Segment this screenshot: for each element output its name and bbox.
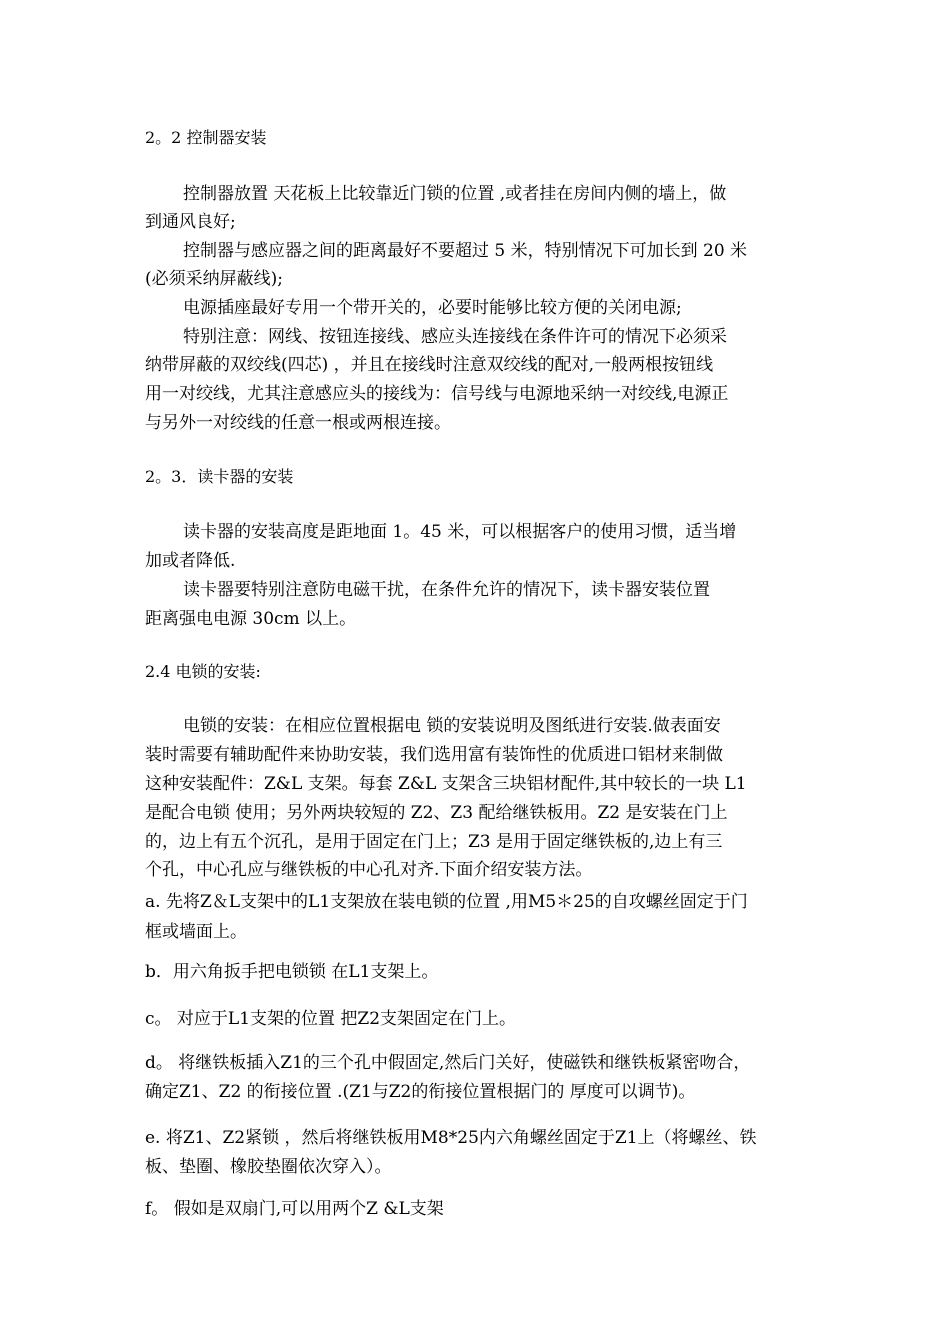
step-c-line: c。 对应于L1支架的位置 把Z2支架固定在门上。 (145, 1009, 517, 1029)
paragraph-line: 加或者降低. (145, 551, 236, 571)
paragraph-line: 是配合电锁 使用；另外两块较短的 Z2、Z3 配给继铁板用。Z2 是安装在门上 (145, 803, 728, 823)
step-e-line: 板、垫圈、橡胶垫圈依次穿入）。 (145, 1157, 392, 1177)
step-f-line: f。 假如是双扇门,可以用两个Z &L支架 (145, 1199, 444, 1219)
step-d-line: d。 将继铁板插入Z1的三个孔中假固定,然后门关好，使磁铁和继铁板紧密吻合， (145, 1053, 751, 1073)
paragraph-line: 装时需要有辅助配件来协助安装，我们选用富有装饰性的优质进口铝材来制做 (145, 745, 723, 765)
paragraph-line: 控制器放置 天花板上比较靠近门锁的位置 ,或者挂在房间内侧的墙上，做 (183, 184, 727, 204)
step-a-line: a. 先将Z＆L支架中的L1支架放在装电锁的位置 ,用M5＊25的自攻螺丝固定于门 (145, 892, 748, 912)
paragraph-line: 的，边上有五个沉孔，是用于固定在门上；Z3 是用于固定继铁板的,边上有三 (145, 832, 723, 852)
paragraph-line: 电源插座最好专用一个带开关的，必要时能够比较方便的关闭电源; (183, 298, 682, 318)
step-b-line: b．用六角扳手把电锁锁 在L1支架上。 (145, 962, 439, 982)
step-d-line: 确定Z1、Z2 的衔接位置 .(Z1与Z2的衔接位置根据门的 厚度可以调节)。 (145, 1082, 696, 1102)
paragraph-line: 距离强电电源 30cm 以上。 (145, 609, 357, 629)
paragraph-line: 这种安装配件：Z&L 支架。每套 Z&L 支架含三块铝材配件,其中较长的一块 L1 (145, 774, 747, 794)
paragraph-line: 用一对绞线，尤其注意感应头的接线为：信号线与电源地采纳一对绞线,电源正 (145, 384, 729, 404)
paragraph-line: 读卡器要特别注意防电磁干扰，在条件允许的情况下，读卡器安装位置 (183, 580, 710, 600)
section-2-4-heading: 2.4 电锁的安装: (145, 662, 261, 681)
paragraph-line: 读卡器的安装高度是距地面 1。45 米，可以根据客户的使用习惯，适当增 (183, 522, 737, 542)
section-2-2-heading: 2。2 控制器安装 (145, 128, 267, 147)
step-e-line: e. 将Z1、Z2紧锁 ，然后将继铁板用M8*25内六角螺丝固定于Z1上（将螺丝、铁 (145, 1128, 757, 1148)
paragraph-line: 电锁的安装：在相应位置根据电 锁的安装说明及图纸进行安装.做表面安 (183, 716, 721, 736)
paragraph-line: 与另外一对绞线的任意一根或两根连接。 (145, 413, 451, 433)
paragraph-line: 到通风良好; (145, 212, 236, 232)
paragraph-line: 个孔，中心孔应与继铁板的中心孔对齐.下面介绍安装方法。 (145, 860, 593, 880)
step-a-line: 框或墙面上。 (145, 922, 247, 942)
paragraph-line: 纳带屏蔽的双绞线(四芯) ，并且在接线时注意双绞线的配对,一般两根按钮线 (145, 355, 714, 375)
section-2-3-heading: 2。3．读卡器的安装 (145, 467, 294, 486)
paragraph-line: 特别注意：网线、按钮连接线、感应头连接线在条件许可的情况下必须采 (183, 327, 727, 347)
paragraph-line: (必须采纳屏蔽线); (145, 269, 283, 289)
paragraph-line: 控制器与感应器之间的距离最好不要超过 5 米，特别情况下可加长到 20 米 (183, 241, 748, 261)
